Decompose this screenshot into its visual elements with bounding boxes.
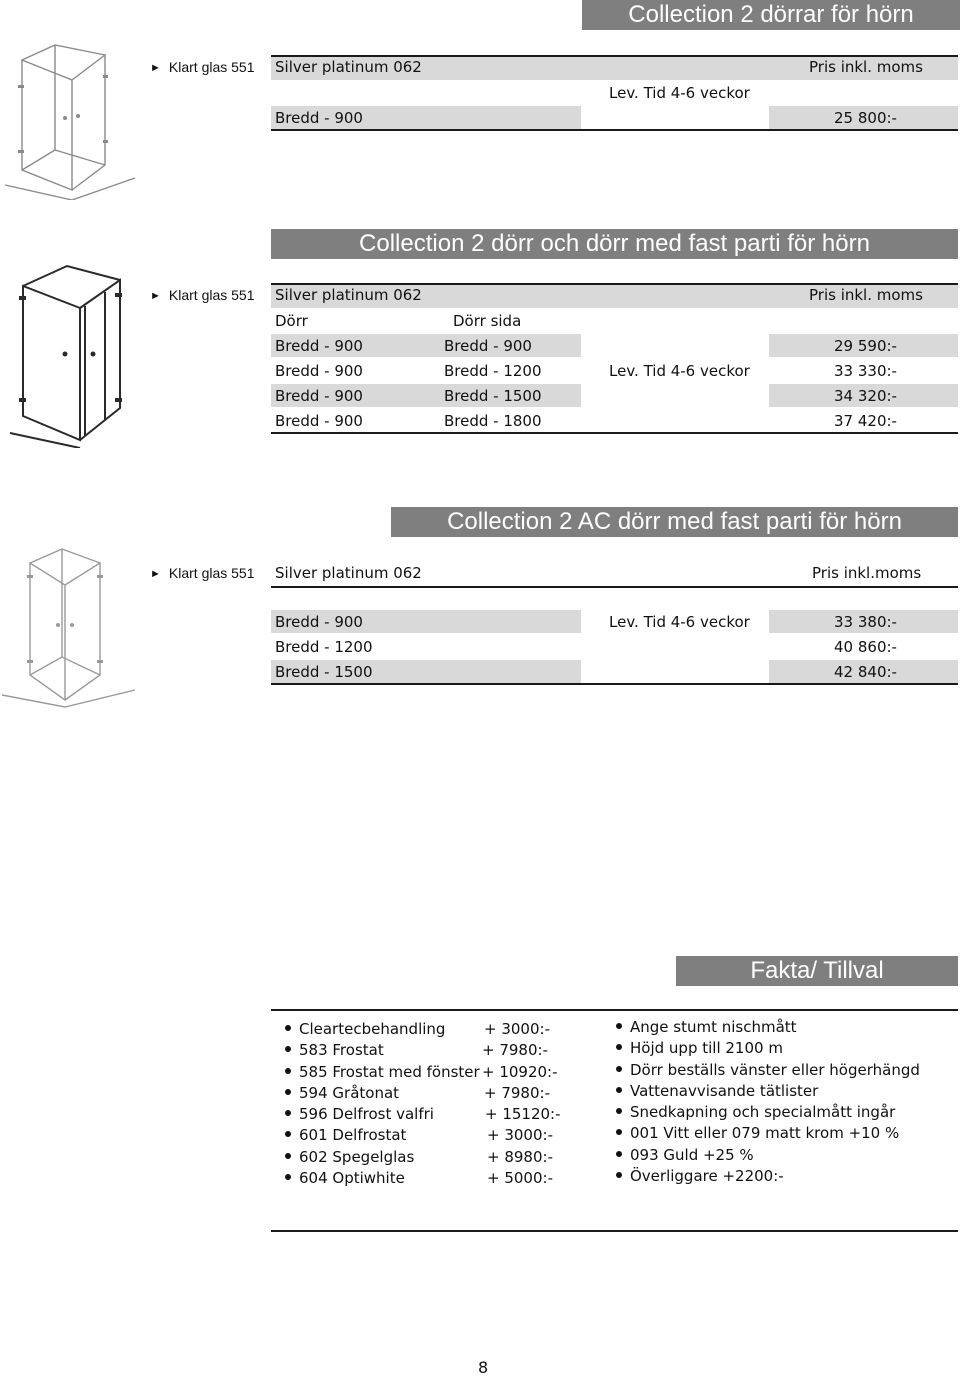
header-row-1: [271, 55, 958, 80]
list-item: Snedkapning och specialmått ingår: [616, 1102, 920, 1123]
section1-title: Collection 2 dörrar för hörn: [582, 0, 960, 30]
bullet-icon: [616, 1108, 622, 1114]
table-row: Bredd - 1500 42 840:-: [271, 660, 958, 685]
delivery-time: Lev. Tid 4-6 veckor: [609, 84, 750, 102]
bullet-icon: [285, 1046, 291, 1052]
list-item: 596 Delfrost valfri + 15120:-: [285, 1104, 480, 1125]
table-row: Bredd - 900 25 800:-: [271, 106, 958, 131]
bullet-icon: [285, 1174, 291, 1180]
header-row-2: [271, 283, 958, 308]
header-row-3: [271, 561, 958, 586]
bullet-icon: [616, 1044, 622, 1050]
bullet-icon: [285, 1131, 291, 1137]
list-item: Vattenavvisande tätlister: [616, 1081, 920, 1102]
bullet-icon: [616, 1129, 622, 1135]
triangle-icon: ►: [150, 290, 161, 302]
triangle-icon: ►: [150, 62, 161, 74]
list-item: Ange stumt nischmått: [616, 1017, 920, 1038]
table-row: Bredd - 1200 40 860:-: [275, 638, 897, 656]
bullet-icon: [616, 1087, 622, 1093]
triangle-icon: ►: [150, 568, 161, 580]
table-row: Bredd - 900 Bredd - 1800 37 420:-: [275, 412, 897, 430]
list-item: Cleartecbehandling + 3000:-: [285, 1019, 480, 1040]
shower-ac-sketch: [0, 545, 140, 710]
divider: [271, 129, 958, 131]
list-item: Dörr beställs vänster eller högerhängd: [616, 1060, 920, 1081]
list-item: 601 Delfrostat + 3000:-: [285, 1125, 480, 1146]
list-item: 583 Frostat + 7980:-: [285, 1040, 480, 1061]
bullet-icon: [616, 1172, 622, 1178]
divider: [271, 432, 958, 434]
price-label: Pris inkl. moms: [809, 58, 923, 76]
bullet-icon: [285, 1068, 291, 1074]
options-list: [285, 1019, 561, 1189]
section3-title: Collection 2 AC dörr med fast parti för hörn: [391, 507, 958, 537]
bullet-icon: [285, 1110, 291, 1116]
section2-title: Collection 2 dörr och dörr med fast parti för hörn: [271, 229, 958, 259]
divider: [271, 586, 958, 588]
list-item: Överliggare +2200:-: [616, 1166, 920, 1187]
shower-corner-sketch-1: [0, 40, 140, 200]
finish-label: Silver platinum 062: [275, 58, 422, 76]
list-item: 602 Spegelglas + 8980:-: [285, 1147, 480, 1168]
bullet-icon: [285, 1089, 291, 1095]
facts-title: Fakta/ Tillval: [676, 956, 958, 986]
page-number: 8: [478, 1358, 489, 1377]
table-row: Bredd - 900 Bredd - 1500 34 320:-: [271, 384, 958, 409]
list-item: 594 Gråtonat + 7980:-: [285, 1083, 480, 1104]
glass-label-1: ► Klart glas 551: [150, 59, 255, 75]
price-label: Pris inkl.moms: [812, 564, 922, 582]
table-row: Bredd - 900 Bredd - 1200 Lev. Tid 4-6 veckor 33 330:-: [271, 359, 958, 384]
table-row: Bredd - 900 Bredd - 900 29 590:-: [271, 334, 958, 359]
table-row: Bredd - 900 Lev. Tid 4-6 veckor 33 380:-: [271, 610, 958, 635]
list-item: 585 Frostat med fönster + 10920:-: [285, 1062, 480, 1083]
list-item: 001 Vitt eller 079 matt krom +10 %: [616, 1123, 920, 1144]
delivery-row-1: [271, 81, 958, 106]
bullet-icon: [285, 1153, 291, 1159]
finish-label: Silver platinum 062: [275, 564, 422, 582]
finish-label: Silver platinum 062: [275, 286, 422, 304]
divider: [271, 683, 958, 685]
bullet-icon: [616, 1023, 622, 1029]
list-item: 093 Guld +25 %: [616, 1145, 920, 1166]
shower-door-panel-sketch: [5, 258, 145, 448]
divider: [271, 1230, 958, 1232]
glass-label-2: ► Klart glas 551: [150, 287, 255, 303]
price-label: Pris inkl. moms: [809, 286, 923, 304]
divider: [271, 1009, 958, 1011]
list-item: Höjd upp till 2100 m: [616, 1038, 920, 1059]
delivery-time: Lev. Tid 4-6 veckor: [609, 613, 750, 631]
column-header-row: Dörr Dörr sida: [275, 312, 522, 330]
bullet-icon: [616, 1066, 622, 1072]
glass-label-3: ► Klart glas 551: [150, 565, 255, 581]
notes-list: [616, 1017, 920, 1187]
list-item: 604 Optiwhite + 5000:-: [285, 1168, 480, 1189]
bullet-icon: [616, 1151, 622, 1157]
delivery-time: Lev. Tid 4-6 veckor: [609, 362, 750, 380]
bullet-icon: [285, 1025, 291, 1031]
